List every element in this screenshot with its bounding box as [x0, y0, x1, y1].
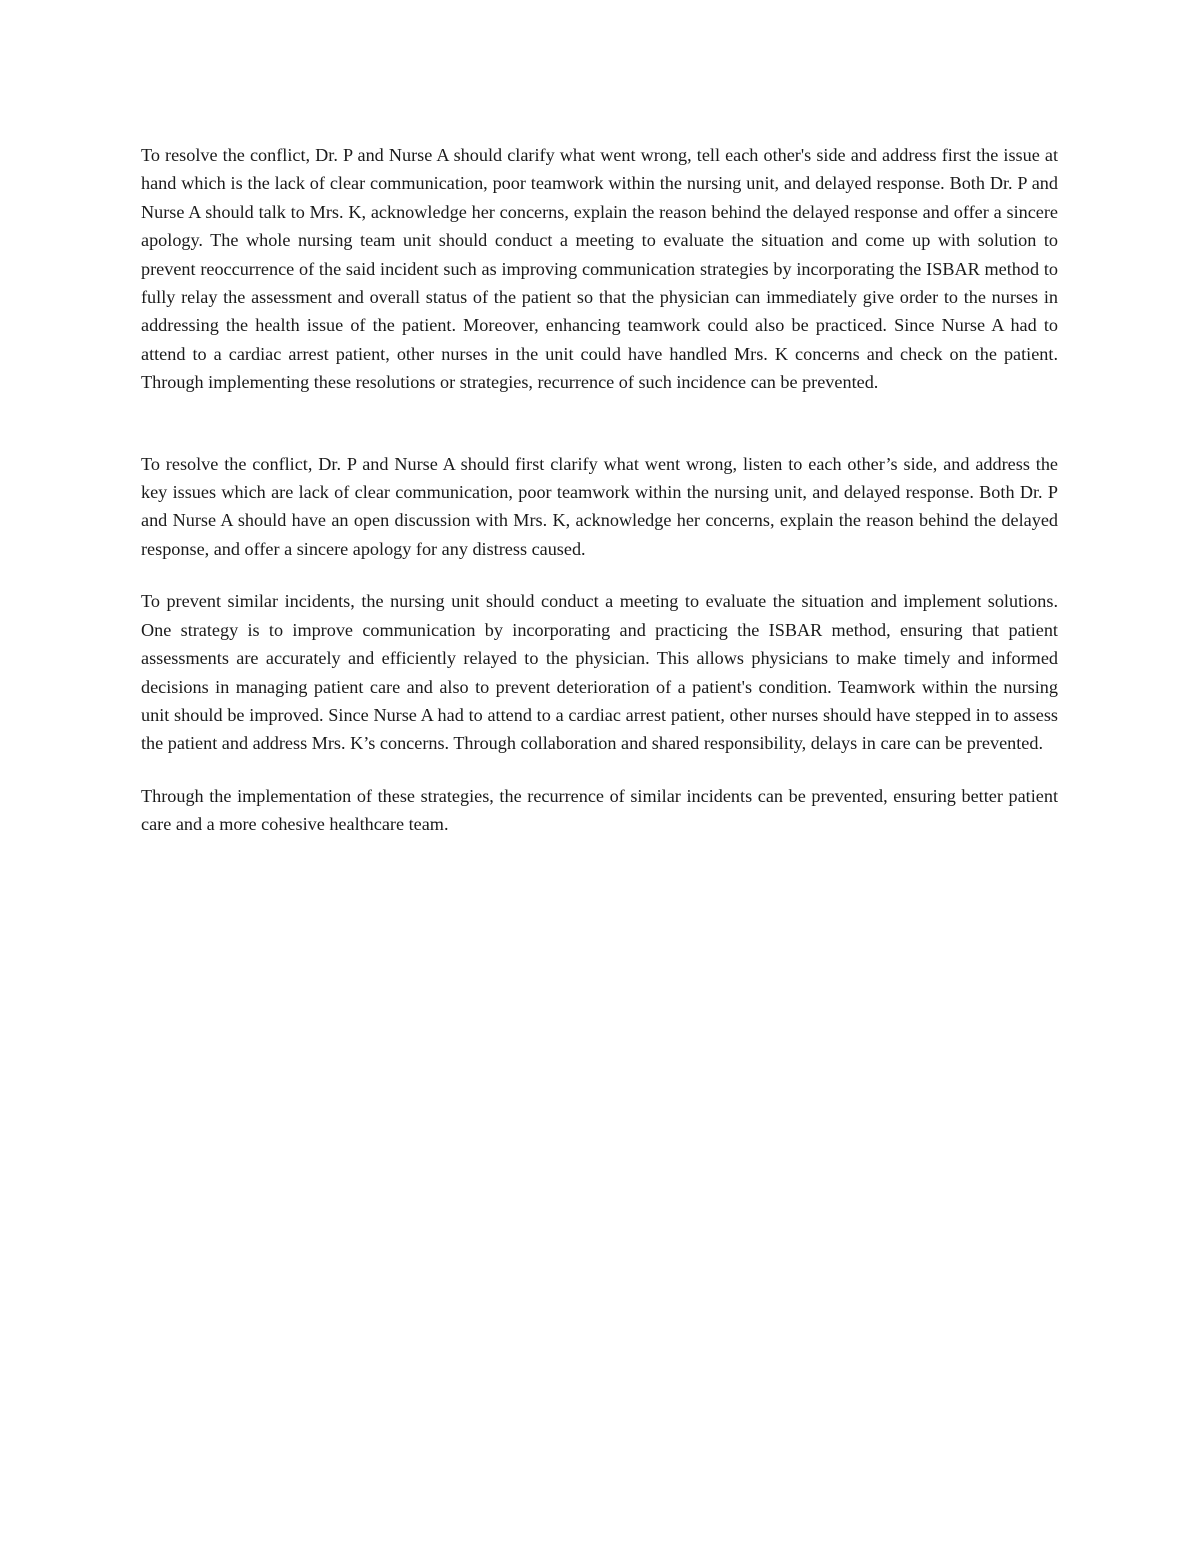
paragraph-prevention-strategies: To prevent similar incidents, the nursing unit should conduct a meeting to evaluate the situation and implement solutions. One strategy is to improve communication by incorporating and practicing the ISBAR method, ensuring that patient assessments are accurately and efficiently relayed to the physician. This allows physicians to make timely and informed decisions in managing patient care and also to prevent deterioration of a patient's condition. Teamwork within the nursing unit should be improved. Since Nurse A had to attend to a cardiac arrest patient, other nurses should have stepped in to assess the patient and address Mrs. K’s concerns. Through collaboration and shared responsibility, delays in care can be prevented. — [141, 591, 1058, 754]
document-body — [141, 141, 1058, 839]
paragraph-conclusion: Through the implementation of these strategies, the recurrence of similar incidents can be prevented, ensuring better patient care and a more cohesive healthcare team. — [141, 785, 1058, 835]
paragraph-original-draft: To resolve the conflict, Dr. P and Nurse A should clarify what went wrong, tell each other's side and address first the issue at hand which is the lack of clear communication, poor teamwork within the nursing unit, and delayed response. Both Dr. P and Nurse A should talk to Mrs. K, acknowledge her concerns, explain the reason behind the delayed response and offer a sincere apology. The whole nursing team unit should conduct a meeting to evaluate the situation and come up with solution to prevent reoccurrence of the said incident such as improving communication strategies by incorporating the ISBAR method to fully relay the assessment and overall status of the patient so that the physician can immediately give order to the nurses in addressing the health issue of the patient. Moreover, enhancing teamwork could also be practiced. Since Nurse A had to attend to a cardiac arrest patient, other nurses in the unit could have handled Mrs. K concerns and check on the patient. Through implementing these resolutions or strategies, recurrence of such incidence can be prevented. — [141, 145, 1058, 393]
paragraph-conflict-resolution: To resolve the conflict, Dr. P and Nurse A should first clarify what went wrong, listen to each other’s side, and address the key issues which are lack of clear communication, poor teamwork within the nursing unit, and delayed response. Both Dr. P and Nurse A should have an open discussion with Mrs. K, acknowledge her concerns, explain the reason behind the delayed response, and offer a sincere apology for any distress caused. — [141, 453, 1058, 559]
